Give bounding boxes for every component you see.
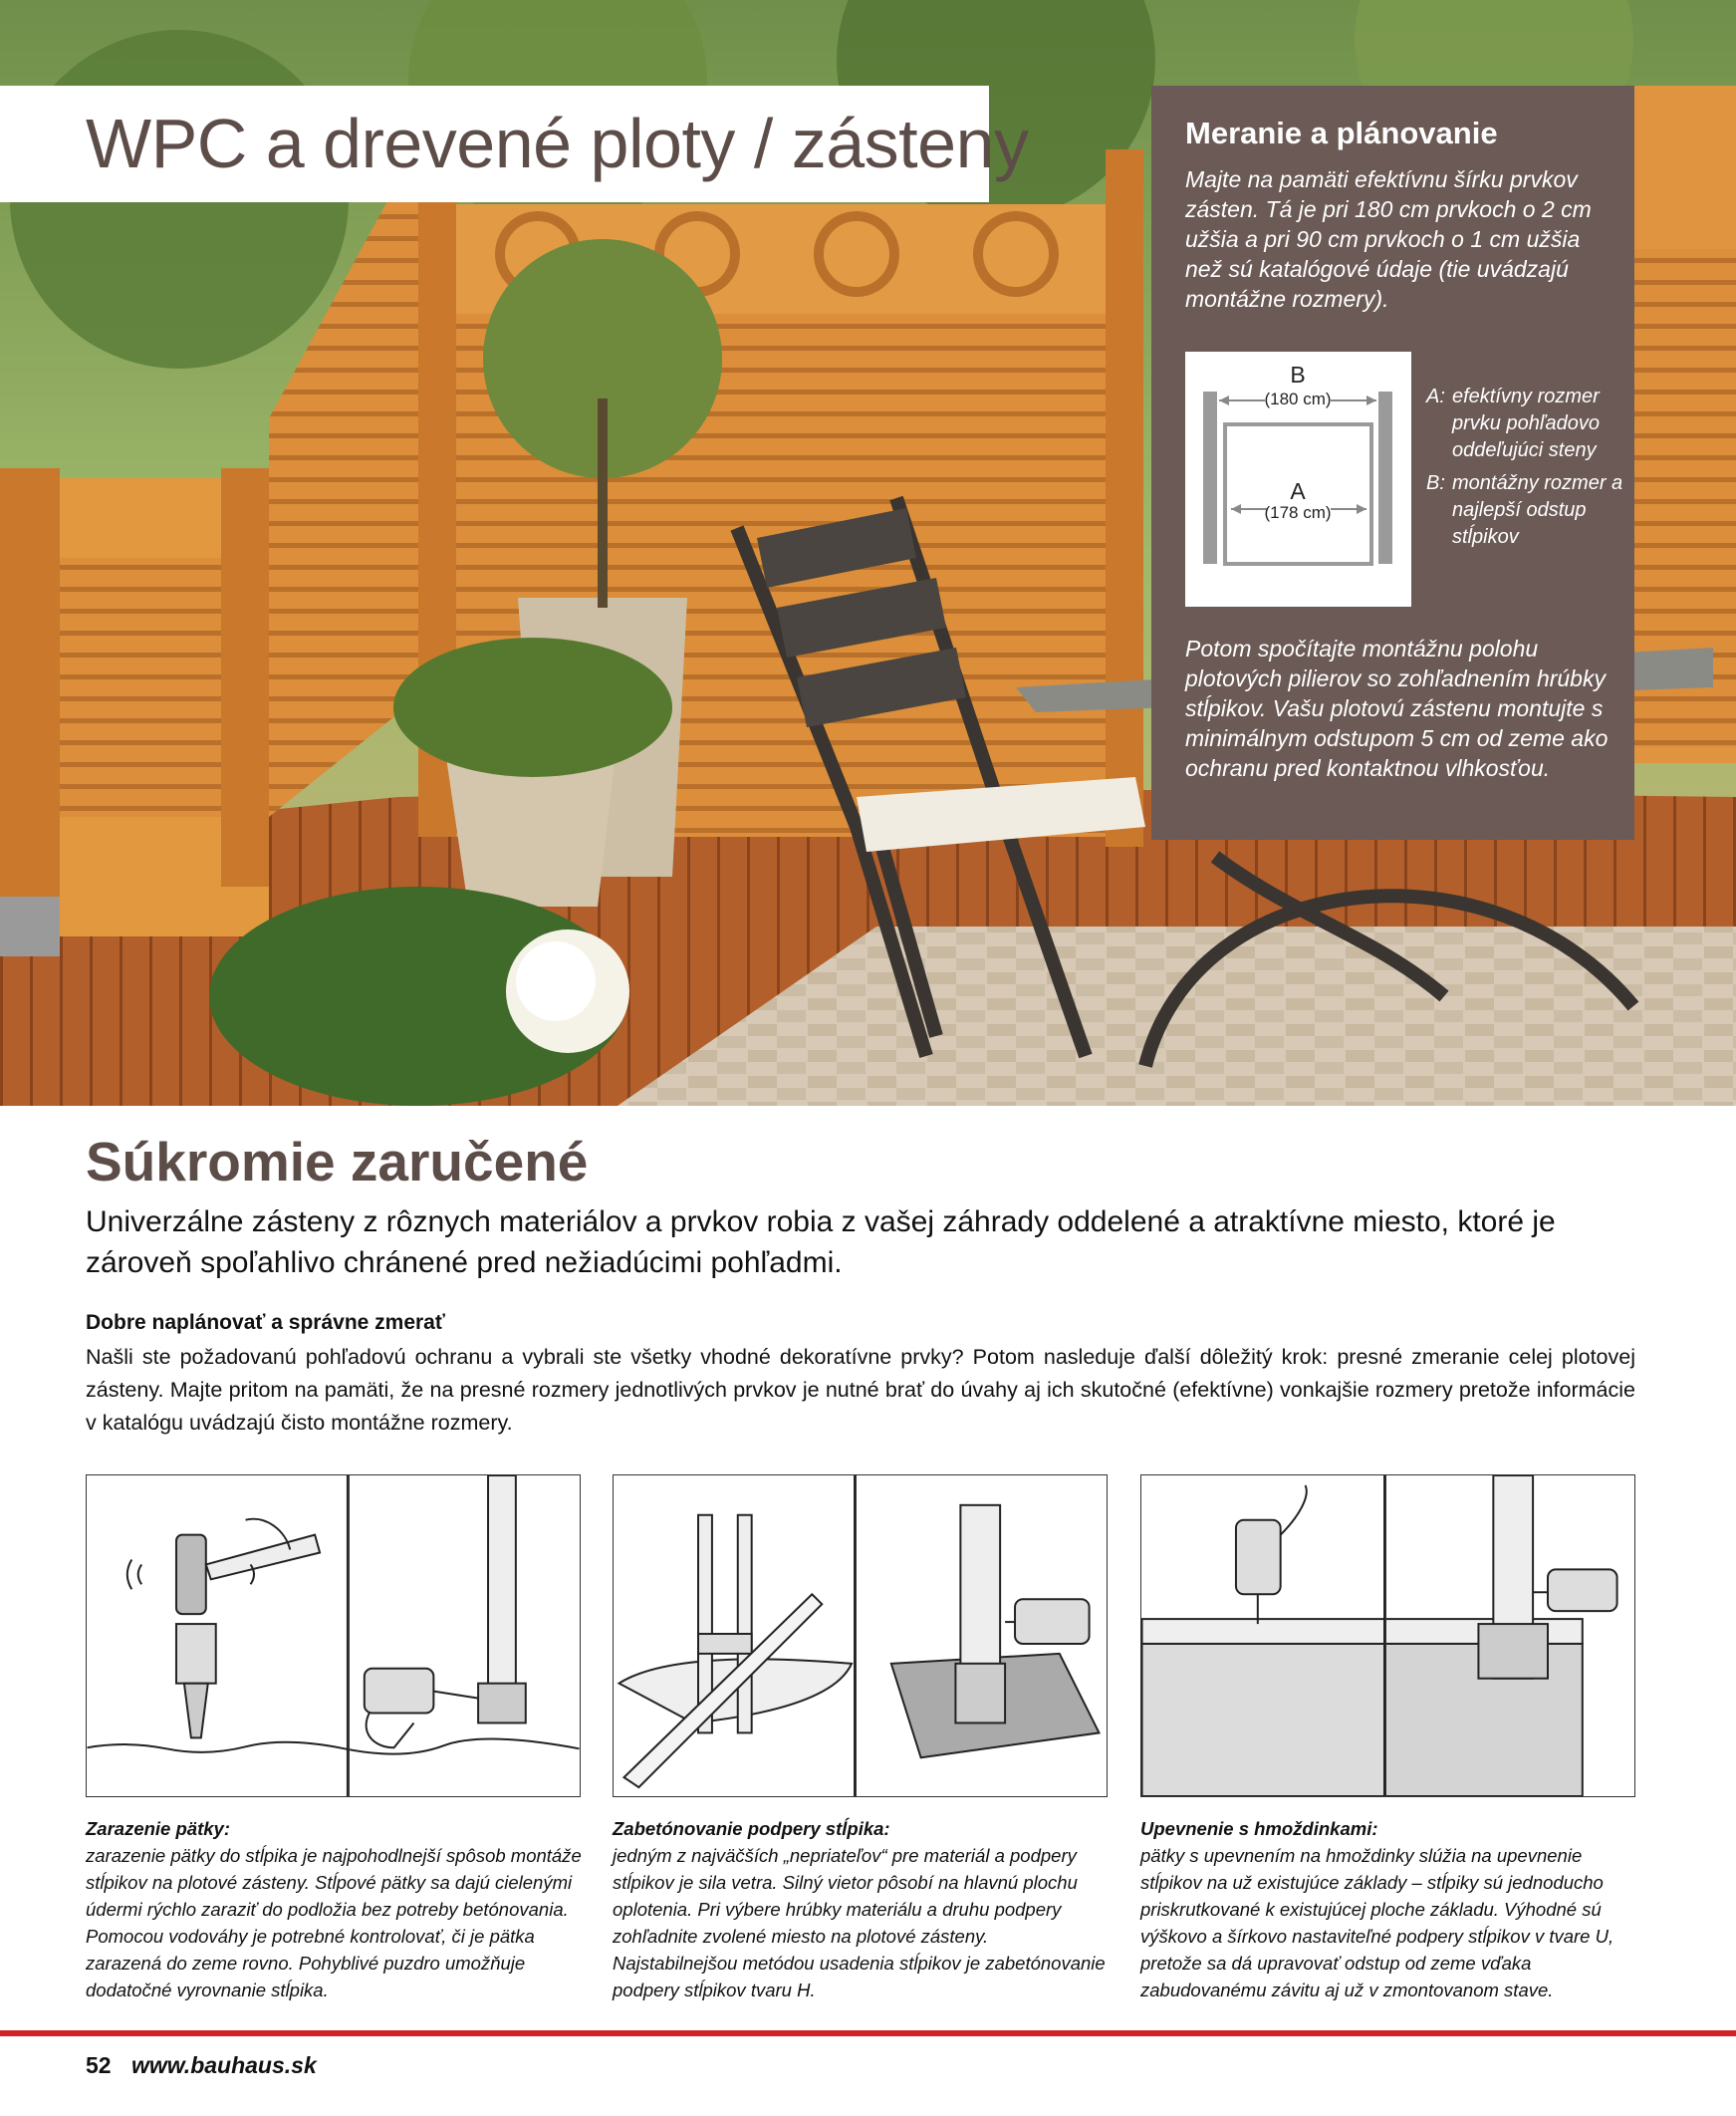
caption-text: zarazenie pätky do stĺpika je najpohodlnejší spôsob montáže stĺpikov na plotové zásteny. Stĺpové pätky sa dajú cielenými údermi rýchlo zaraziť do podložia bez potreby betónovania. Pomocou vodováhy je potrebné kontrolovať, či je pätka zarazená do zeme rovno. Pohyblivé puzdro umožňuje dodatočné vyrovnanie stĺpika.	[86, 1845, 582, 2000]
value-a: (178 cm)	[1264, 503, 1332, 522]
title-box	[0, 86, 1029, 202]
illustration-divider	[349, 1475, 350, 1796]
measurement-diagram	[1185, 352, 1411, 607]
concrete-support-drawing	[614, 1475, 1107, 1796]
caption-text: pätky s upevnením na hmoždinky slúžia na upevnenie stĺpikov na už existujúce základy – stĺpiky sú jednoducho priskrutkované k existujúcej ploche základu. Výhodné sú výškovo a šírkovo nastaviteľné podpery stĺpikov v tvare U, pretože sa dá upravovať odstup od zeme vďaka zabudovanému závitu aj už v zmontovanom stave.	[1140, 1845, 1614, 2000]
caption-title: Zabetónovanie podpery stĺpika:	[613, 1818, 890, 1839]
caption-text: jedným z najväčších „nepriateľov“ pre materiál a podpery stĺpikov je sila vetra. Silný vietor pôsobí na hlavnú plochu oplotenia. Pri výbere hrúbky materiálu a druhu podpery zohľadnite zvolené miesto na plotové zásteny. Najstabilnejšou metódou usadenia stĺpikov je zabetónovanie podpery stĺpikov tvaru H.	[613, 1845, 1106, 2000]
dowel-drill-drawing	[1141, 1475, 1634, 1796]
legend-key-b: B:	[1426, 472, 1445, 494]
illustration-dowel-mount	[1140, 1474, 1635, 1797]
website-link[interactable]: www.bauhaus.sk	[130, 2052, 317, 2078]
value-b: (180 cm)	[1264, 390, 1332, 408]
intro-paragraph: Univerzálne zásteny z rôznych materiálov a prvkov robia z vašej záhrady oddelené a atraktívne miesto, ktoré je zároveň spoľahlivo chránené pred nežiadúcimi pohľadmi.	[86, 1205, 1556, 1279]
subheading: Dobre naplánovať a správne zmerať	[86, 1311, 445, 1334]
caption-h-support	[613, 1815, 1111, 2003]
panel-heading: Meranie a plánovanie	[1185, 116, 1498, 150]
panel-text-1: Majte na pamäti efektívnu šírku prvkov zásten. Tá je pri 180 cm prvkoch o 2 cm užšia a pri 90 cm prvkoch o 1 cm užšia než sú katalógové údaje (tie uvádzajú montážne rozmery).	[1185, 166, 1592, 312]
legend-text-a: efektívny rozmer prvku pohľadovo oddeľujúci steny	[1452, 386, 1600, 461]
hammer-drill-drawing	[87, 1475, 580, 1796]
body-paragraph: Našli ste požadovanú pohľadovú ochranu a vybrali ste všetky vhodné dekoratívne prvky? Potom nasleduje ďalší dôležitý krok: presné zmeranie celej plotovej zásteny. Majte pritom na pamäti, že na presné rozmery jednotlivých prvkov je nutné brať do úvahy aj ich skutočné (efektívne) vonkajšie rozmery pretože informácie v katalógu uvádzajú čisto montážne rozmery.	[86, 1345, 1635, 1435]
footer	[86, 2052, 317, 2079]
illustration-h-support	[613, 1474, 1108, 1797]
label-a: A	[1290, 478, 1306, 504]
caption-title: Zarazenie pätky:	[86, 1818, 230, 1839]
label-b: B	[1290, 362, 1306, 388]
illustration-divider	[1385, 1475, 1386, 1796]
caption-post-anchor	[86, 1815, 584, 2003]
diagram-legend	[1426, 384, 1625, 551]
caption-dowel-mount	[1140, 1815, 1638, 2003]
panel-text-2: Potom spočítajte montážnu polohu plotových pilierov so zohľadnením hrúbky stĺpikov. Vašu plotovú zástenu montujte s minimálnym odstupom 5 cm od zeme ako ochranu pred kontaktnou vlhkosťou.	[1185, 636, 1609, 781]
legend-key-a: A:	[1426, 386, 1445, 407]
legend-item-b	[1426, 470, 1625, 551]
illustration-post-anchor	[86, 1474, 581, 1797]
illustration-divider	[856, 1475, 857, 1796]
section-title: Súkromie zaručené	[86, 1131, 589, 1192]
page-number: 52	[86, 2052, 112, 2078]
page-title: WPC a drevené ploty / zásteny	[86, 105, 1029, 182]
footer-red-rule	[0, 2030, 1736, 2036]
legend-text-b: montážny rozmer a najlepší odstup stĺpikov	[1452, 472, 1623, 548]
measuring-panel	[1151, 86, 1634, 840]
legend-item-a	[1426, 384, 1625, 464]
caption-title: Upevnenie s hmoždinkami:	[1140, 1818, 1378, 1839]
